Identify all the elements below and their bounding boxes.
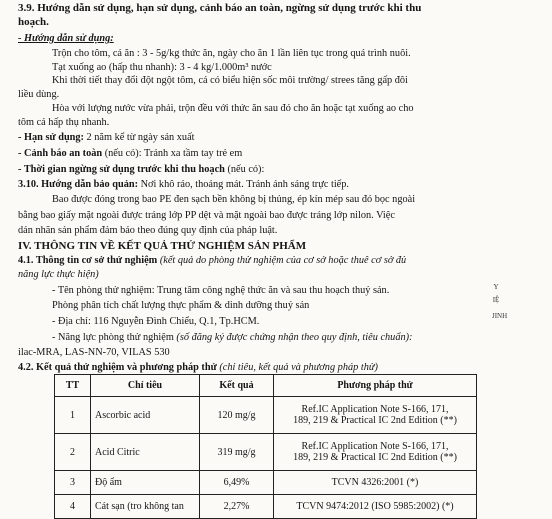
- lab-address: - Địa chỉ: 116 Nguyễn Đình Chiểu, Q.1, Tp.HCM.: [52, 316, 260, 327]
- header-tt: TT: [55, 375, 91, 397]
- row-parameter: Ascorbic acid: [91, 397, 200, 434]
- usage-label: - Hướng dẫn sử dụng:: [18, 33, 114, 44]
- header-parameter: Chỉ tiêu: [91, 375, 200, 397]
- storage-line-3: dán nhãn sản phẩm đảm bảo theo đúng quy định của pháp luật.: [18, 225, 278, 236]
- shelf-life: - Hạn sử dụng: 2 năm kể từ ngày sản xuất: [18, 132, 195, 143]
- row-tt: 4: [55, 495, 91, 519]
- usage-line-1: Trộn cho tôm, cá ăn : 3 - 5g/kg thức ăn, ngày cho ăn 1 lần liên tục trong quá trình nuôi.: [52, 48, 411, 59]
- row-method: TCVN 9474:2012 (ISO 5985:2002) (*): [274, 495, 477, 519]
- row-parameter: Cát sạn (tro không tan: [91, 495, 200, 519]
- storage-line-1: Bao được đóng trong bao PE đen sạch bền không bị thủng, ép kín mép sau đó bọc ngoài: [52, 194, 416, 205]
- section-3-10-heading: 3.10. Hướng dẫn bảo quản: Nơi khô ráo, thoáng mát. Tránh ánh sáng trực tiếp.: [18, 179, 349, 190]
- row-method: Ref.IC Application Note S-166, 171, 189, 219 & Practical IC 2nd Edition (**): [274, 397, 477, 434]
- row-result: 120 mg/g: [200, 397, 274, 434]
- usage-line-3: Khi thời tiết thay đổi đột ngột tôm, cá có biểu hiện sốc môi trường/ strees tăng gấp đôi: [52, 75, 408, 86]
- withdrawal-period: - Thời gian ngừng sử dụng trước khi thu hoạch (nếu có):: [18, 164, 265, 175]
- table-row: [55, 397, 477, 434]
- margin-note: Y: [493, 283, 499, 291]
- section-iv-heading: IV. THÔNG TIN VỀ KẾT QUẢ THỬ NGHIỆM SẢN PHẨM: [18, 240, 307, 252]
- row-method: TCVN 4326:2001 (*): [274, 471, 477, 495]
- storage-line-2: bằng bao giấy mặt ngoài được tráng lớp PP dệt và mặt ngoài bao được tráng lớp nilon. Việc: [18, 210, 395, 221]
- row-tt: 1: [55, 397, 91, 434]
- usage-line-6: tôm cá hấp thụ nhanh.: [18, 117, 110, 128]
- margin-note: JINH: [492, 312, 508, 320]
- usage-line-4: liều dùng.: [18, 89, 60, 100]
- section-3-9-heading-cont: hoạch.: [18, 16, 49, 28]
- section-4-1-heading: 4.1. Thông tin cơ sở thử nghiệm (kết quả do phòng thử nghiệm của cơ sở hoặc thuê cơ sở đủ: [18, 255, 407, 266]
- lab-department: Phòng phân tích chất lượng thực phẩm & dinh dưỡng thuỷ sản: [52, 300, 310, 311]
- row-parameter: Độ ẩm: [91, 471, 200, 495]
- lab-capacity: - Năng lực phòng thử nghiệm (số đăng ký được chứng nhận theo quy định, tiêu chuẩn):: [52, 332, 413, 343]
- lab-capacity-value: ilac-MRA, LAS-NN-70, VILAS 530: [18, 347, 170, 358]
- section-4-2-heading: 4.2. Kết quả thử nghiệm và phương pháp thử (chỉ tiêu, kết quả và phương pháp thử): [18, 362, 378, 373]
- usage-line-5: Hòa với lượng nước vừa phải, trộn đều với thức ăn sau đó cho ăn hoặc tạt xuống ao cho: [52, 103, 414, 114]
- row-parameter: Acid Citric: [91, 434, 200, 471]
- table-header-row: [55, 375, 477, 397]
- row-method: Ref.IC Application Note S-166, 171, 189, 219 & Practical IC 2nd Edition (**): [274, 434, 477, 471]
- section-4-1-note-cont: năng lực thực hiện): [18, 269, 99, 280]
- safety-warning: - Cảnh báo an toàn (nếu có): Tránh xa tầm tay trẻ em: [18, 148, 243, 159]
- row-tt: 3: [55, 471, 91, 495]
- row-result: 319 mg/g: [200, 434, 274, 471]
- margin-note: IỆ: [492, 296, 500, 304]
- table-row: [55, 471, 477, 495]
- section-3-9-heading: 3.9. Hướng dẫn sử dụng, hạn sử dụng, cảnh báo an toàn, ngừng sử dụng trước khi thu: [18, 2, 422, 14]
- row-result: 2,27%: [200, 495, 274, 519]
- usage-line-2: Tạt xuống ao (hấp thu nhanh): 3 - 4 kg/1.000m³ nước: [52, 62, 272, 73]
- lab-name: - Tên phòng thử nghiệm: Trung tâm công nghệ thức ăn và sau thu hoạch thuỷ sản.: [52, 285, 390, 296]
- row-tt: 2: [55, 434, 91, 471]
- header-result: Kết quả: [200, 375, 274, 397]
- test-results-table: [54, 374, 477, 519]
- row-result: 6,49%: [200, 471, 274, 495]
- table-row: [55, 495, 477, 519]
- table-row: [55, 434, 477, 471]
- header-method: Phương pháp thử: [274, 375, 477, 397]
